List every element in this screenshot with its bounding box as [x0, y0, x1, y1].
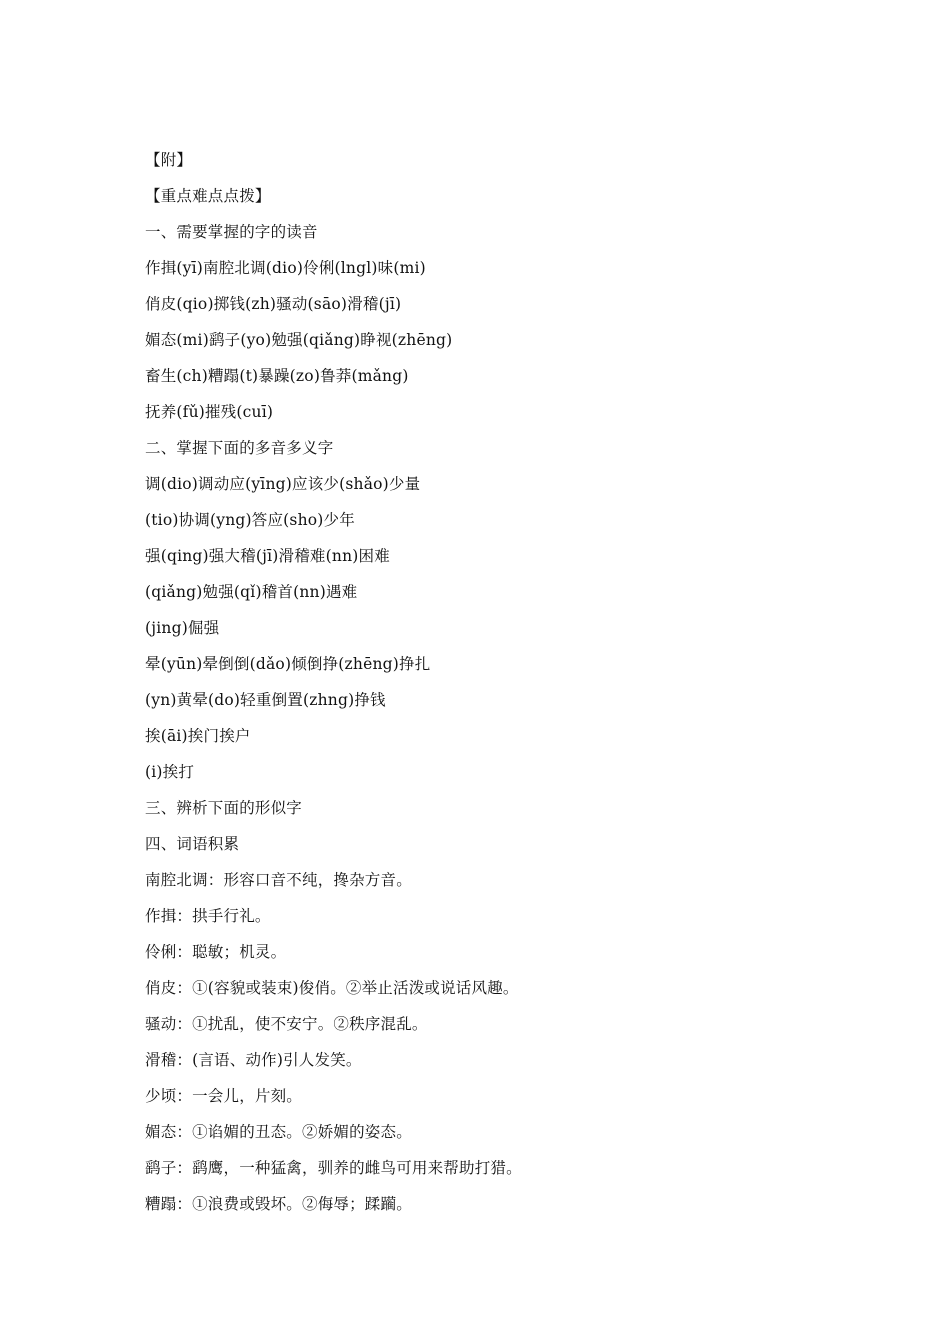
- text-line: 畜生(ch)糟蹋(t)暴躁(zo)鲁莽(mǎng): [145, 367, 409, 385]
- text-line: 作揖(yī)南腔北调(dio)伶俐(lngl)味(mi): [145, 259, 426, 277]
- text-line: 强(qing)强大稽(jī)滑稽难(nn)困难: [145, 547, 390, 565]
- vocabulary-entry: 少顷：一会儿，片刻。: [145, 1087, 303, 1105]
- appendix-heading: 【附】: [145, 151, 193, 169]
- vocabulary-entry: 俏皮：①(容貌或装束)俊俏。②举止活泼或说话风趣。: [145, 979, 519, 997]
- text-line: 俏皮(qio)掷钱(zh)骚动(sāo)滑稽(jī): [145, 295, 402, 313]
- text-line: (tio)协调(yng)答应(sho)少年: [145, 511, 355, 529]
- text-line: (qiǎng)勉强(qǐ)稽首(nn)遇难: [145, 583, 358, 601]
- text-line: (jing)倔强: [145, 619, 220, 637]
- vocabulary-entry: 骚动：①扰乱，使不安宁。②秩序混乱。: [145, 1015, 428, 1033]
- subheading-pronunciation: 一、需要掌握的字的读音: [145, 223, 318, 241]
- vocabulary-entry: 滑稽：(言语、动作)引人发笑。: [145, 1051, 362, 1069]
- subheading-polyphonic: 二、掌握下面的多音多义字: [145, 439, 334, 457]
- section-heading-key-points: 【重点难点点拨】: [145, 187, 271, 205]
- vocabulary-entry: 媚态：①谄媚的丑态。②娇媚的姿态。: [145, 1123, 412, 1141]
- vocabulary-entry: 糟蹋：①浪费或毁坏。②侮辱；蹂躏。: [145, 1195, 412, 1213]
- text-line: (i)挨打: [145, 763, 195, 781]
- subheading-vocabulary: 四、词语积累: [145, 835, 240, 853]
- text-line: 调(dio)调动应(yīng)应该少(shǎo)少量: [145, 475, 421, 493]
- vocabulary-entry: 鹞子：鹞鹰，一种猛禽，驯养的雌鸟可用来帮助打猎。: [145, 1159, 522, 1177]
- text-line: 挨(āi)挨门挨户: [145, 727, 251, 745]
- text-line: (yn)黄晕(do)轻重倒置(zhng)挣钱: [145, 691, 386, 709]
- text-line: 抚养(fǔ)摧残(cuī): [145, 403, 274, 421]
- text-line: 媚态(mi)鹞子(yo)勉强(qiǎng)睁视(zhēng): [145, 331, 453, 349]
- vocabulary-entry: 作揖：拱手行礼。: [145, 907, 271, 925]
- subheading-similar-characters: 三、辨析下面的形似字: [145, 799, 303, 817]
- text-line: 晕(yūn)晕倒倒(dǎo)倾倒挣(zhēng)挣扎: [145, 655, 431, 673]
- vocabulary-entry: 伶俐：聪敏；机灵。: [145, 943, 287, 961]
- document-body: [145, 148, 905, 1228]
- vocabulary-entry: 南腔北调：形容口音不纯，搀杂方音。: [145, 871, 412, 889]
